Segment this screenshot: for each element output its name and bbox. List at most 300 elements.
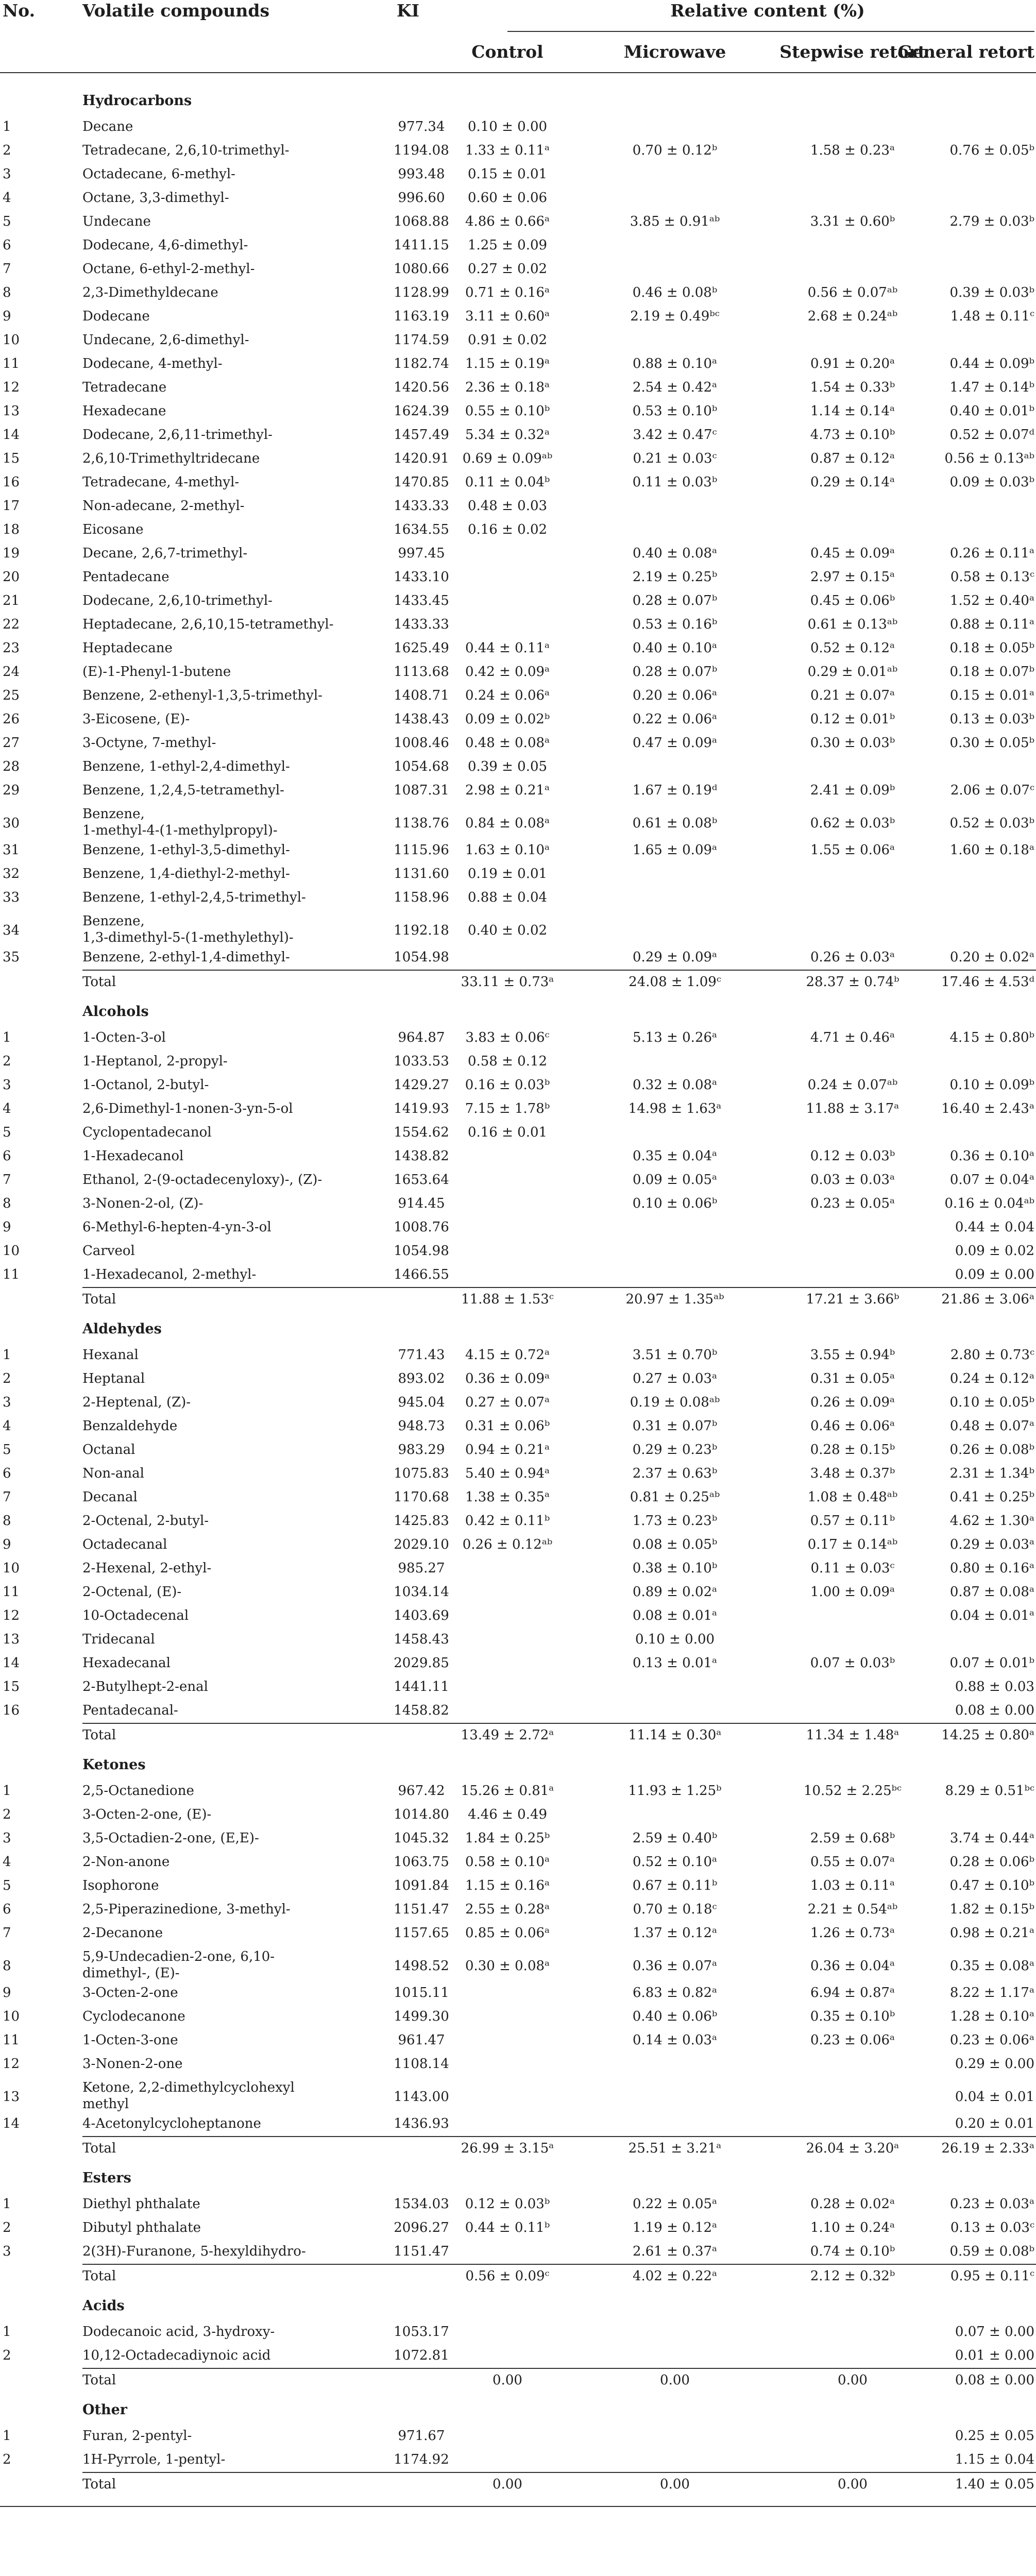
control-value: 0.26 ± 0.12ᵃᵇ bbox=[462, 1537, 553, 1552]
ki-value: 971.67 bbox=[398, 2428, 445, 2444]
stepwise-retort-value: 3.31 ± 0.60ᵇ bbox=[810, 214, 895, 229]
control-value: 0.24 ± 0.06ᵃ bbox=[465, 688, 550, 703]
stepwise-retort-value: 0.23 ± 0.06ᵃ bbox=[810, 2032, 895, 2048]
header-subrule bbox=[507, 31, 1034, 32]
row-no: 31 bbox=[3, 842, 20, 858]
row-no: 12 bbox=[3, 380, 20, 395]
ki-value: 983.29 bbox=[398, 1442, 445, 1458]
microwave-value: 0.00 bbox=[660, 2477, 690, 2492]
general-retort-value: 2.31 ± 1.34ᵇ bbox=[949, 1466, 1034, 1481]
compound-name: Cyclopentadecanol bbox=[82, 1125, 212, 1140]
compound-name: Benzaldehyde bbox=[82, 1418, 178, 1434]
row-no: 1 bbox=[3, 2428, 11, 2444]
ki-value: 1433.33 bbox=[394, 498, 449, 514]
row-no: 1 bbox=[3, 2324, 11, 2340]
microwave-value: 0.14 ± 0.03ᵃ bbox=[632, 2032, 718, 2048]
row-no: 22 bbox=[3, 617, 20, 632]
general-retort-value: 8.22 ± 1.17ᵃ bbox=[949, 1985, 1034, 2001]
row-no: 34 bbox=[3, 923, 20, 938]
microwave-value: 5.13 ± 0.26ᵃ bbox=[632, 1030, 718, 1045]
compound-name: Tetradecane, 2,6,10-trimethyl- bbox=[82, 143, 290, 158]
general-retort-value: 0.08 ± 0.00 bbox=[955, 2372, 1034, 2388]
stepwise-retort-value: 1.58 ± 0.23ᵃ bbox=[810, 143, 895, 158]
compound-name: 2,3-Dimethyldecane bbox=[82, 285, 218, 300]
general-retort-value: 0.07 ± 0.04ᵃ bbox=[949, 1172, 1034, 1188]
microwave-value: 1.67 ± 0.19ᵈ bbox=[632, 783, 718, 798]
general-retort-value: 0.39 ± 0.03ᵇ bbox=[949, 285, 1034, 300]
control-value: 33.11 ± 0.73ᵃ bbox=[461, 974, 554, 990]
microwave-value: 0.28 ± 0.07ᵇ bbox=[632, 593, 718, 608]
ki-value: 1008.46 bbox=[394, 735, 449, 751]
general-retort-value: 0.58 ± 0.13ᶜ bbox=[950, 569, 1034, 585]
stepwise-retort-value: 0.57 ± 0.11ᵇ bbox=[810, 1513, 895, 1529]
general-retort-value: 0.87 ± 0.08ᵃ bbox=[949, 1584, 1034, 1600]
compound-name: 2-Non-anone bbox=[82, 1854, 170, 1870]
control-value: 4.46 ± 0.49 bbox=[467, 1807, 548, 1822]
stepwise-retort-value: 1.00 ± 0.09ᵃ bbox=[810, 1584, 895, 1600]
control-value: 1.84 ± 0.25ᵇ bbox=[465, 1831, 550, 1846]
general-retort-value: 0.30 ± 0.05ᵇ bbox=[949, 735, 1034, 751]
ki-value: 1163.19 bbox=[394, 309, 449, 324]
general-retort-value: 0.44 ± 0.04 bbox=[955, 1219, 1034, 1235]
row-no: 2 bbox=[3, 1054, 11, 1069]
microwave-value: 0.08 ± 0.05ᵇ bbox=[632, 1537, 718, 1552]
compound-name: Benzene, 1-ethyl-2,4-dimethyl- bbox=[82, 759, 290, 774]
row-no: 32 bbox=[3, 866, 20, 882]
stepwise-retort-value: 1.03 ± 0.11ᵃ bbox=[810, 1878, 895, 1893]
compound-name: Benzene, 1-ethyl-2,4,5-trimethyl- bbox=[82, 890, 306, 905]
compound-name: 2-Heptenal, (Z)- bbox=[82, 1395, 191, 1410]
stepwise-retort-value: 2.21 ± 0.54ᵃᵇ bbox=[807, 1902, 898, 1917]
control-value: 0.94 ± 0.21ᵃ bbox=[465, 1442, 550, 1458]
ki-value: 1411.15 bbox=[394, 238, 449, 253]
row-no: 3 bbox=[3, 1831, 11, 1846]
row-no: 1 bbox=[3, 1347, 11, 1363]
compound-name: Octadecane, 6-methyl- bbox=[82, 166, 235, 182]
ki-value: 2096.27 bbox=[394, 2220, 449, 2235]
control-value: 0.36 ± 0.09ᵃ bbox=[465, 1371, 550, 1386]
compound-name: Octadecanal bbox=[82, 1537, 167, 1552]
microwave-value: 14.98 ± 1.63ᵃ bbox=[628, 1101, 722, 1116]
control-value: 0.27 ± 0.07ᵃ bbox=[465, 1395, 550, 1410]
general-retort-value: 0.09 ± 0.00 bbox=[955, 1267, 1034, 1282]
general-retort-value: 4.62 ± 1.30ᵃ bbox=[949, 1513, 1034, 1529]
general-retort-value: 0.20 ± 0.02ᵃ bbox=[949, 950, 1034, 965]
stepwise-retort-value: 4.73 ± 0.10ᵇ bbox=[810, 427, 895, 443]
compound-name: Tetradecane, 4-methyl- bbox=[82, 474, 240, 490]
compound-name: Heptadecane, 2,6,10,15-tetramethyl- bbox=[82, 617, 334, 632]
control-value: 0.19 ± 0.01 bbox=[467, 866, 548, 882]
general-retort-value: 0.15 ± 0.01ᵃ bbox=[949, 688, 1034, 703]
compound-name: Tetradecane bbox=[82, 380, 167, 395]
general-retort-value: 16.40 ± 2.43ᵃ bbox=[941, 1101, 1034, 1116]
compound-name: Dibutyl phthalate bbox=[82, 2220, 201, 2235]
ki-value: 1192.18 bbox=[394, 923, 449, 938]
row-no: 13 bbox=[3, 1632, 20, 1647]
compound-name: Dodecane, 2,6,11-trimethyl- bbox=[82, 427, 273, 443]
ki-value: 1458.82 bbox=[394, 1703, 449, 1718]
ki-value: 993.48 bbox=[398, 166, 445, 182]
microwave-value: 0.22 ± 0.06ᵃ bbox=[632, 711, 718, 727]
stepwise-retort-value: 1.26 ± 0.73ᵃ bbox=[810, 1925, 895, 1941]
compound-name: 2,5-Octanedione bbox=[82, 1783, 194, 1799]
microwave-value: 24.08 ± 1.09ᶜ bbox=[629, 974, 721, 990]
row-no: 25 bbox=[3, 688, 20, 703]
control-value: 0.44 ± 0.11ᵇ bbox=[465, 2220, 550, 2235]
microwave-value: 1.19 ± 0.12ᵃ bbox=[632, 2220, 718, 2235]
control-value: 0.84 ± 0.08ᵃ bbox=[465, 816, 550, 831]
col-header-general-retort: General retort bbox=[897, 42, 1034, 62]
compound-name: Furan, 2-pentyl- bbox=[82, 2428, 192, 2444]
row-no: 15 bbox=[3, 1679, 20, 1694]
microwave-value: 2.54 ± 0.42ᵃ bbox=[632, 380, 718, 395]
col-header-stepwise-retort: Stepwise retort bbox=[779, 42, 926, 62]
microwave-value: 0.10 ± 0.00 bbox=[635, 1632, 715, 1647]
compound-name: Heptanal bbox=[82, 1371, 145, 1386]
control-value: 4.86 ± 0.66ᵃ bbox=[465, 214, 550, 229]
stepwise-retort-value: 26.04 ± 3.20ᵃ bbox=[806, 2141, 899, 2156]
ki-value: 1158.96 bbox=[394, 890, 449, 905]
row-no: 19 bbox=[3, 546, 20, 561]
compound-name: 5,9-Undecadien-2-one, 6,10- bbox=[82, 1949, 275, 1964]
compound-name: 6-Methyl-6-hepten-4-yn-3-ol bbox=[82, 1219, 271, 1235]
compound-name: Pentadecane bbox=[82, 569, 169, 585]
ki-value: 771.43 bbox=[398, 1347, 445, 1363]
compound-name: Hexadecanal bbox=[82, 1655, 171, 1671]
row-no: 3 bbox=[3, 1395, 11, 1410]
total-rule bbox=[82, 2472, 1036, 2473]
compound-name: 1-Hexadecanol, 2-methyl- bbox=[82, 1267, 257, 1282]
compound-name: Octane, 3,3-dimethyl- bbox=[82, 190, 229, 206]
ki-value: 1157.65 bbox=[394, 1925, 449, 1941]
ki-value: 1470.85 bbox=[394, 474, 449, 490]
general-retort-value: 0.40 ± 0.01ᵇ bbox=[949, 403, 1034, 419]
general-retort-value: 1.40 ± 0.05 bbox=[955, 2477, 1034, 2492]
control-value: 0.42 ± 0.09ᵃ bbox=[465, 664, 550, 680]
general-retort-value: 0.59 ± 0.08ᵇ bbox=[949, 2244, 1034, 2259]
stepwise-retort-value: 0.00 bbox=[838, 2372, 868, 2388]
control-value: 1.15 ± 0.19ᵃ bbox=[465, 356, 550, 371]
stepwise-retort-value: 10.52 ± 2.25ᵇᶜ bbox=[803, 1783, 902, 1799]
compound-name: Octanal bbox=[82, 1442, 135, 1458]
ki-value: 1419.93 bbox=[394, 1101, 449, 1116]
compound-name: Isophorone bbox=[82, 1878, 159, 1893]
row-no: 2 bbox=[3, 1807, 11, 1822]
ki-value: 1170.68 bbox=[394, 1489, 449, 1505]
row-no: 4 bbox=[3, 1101, 11, 1116]
general-retort-value: 0.13 ± 0.03ᵇ bbox=[949, 711, 1034, 727]
row-no: 11 bbox=[3, 356, 20, 371]
general-retort-value: 0.24 ± 0.12ᵃ bbox=[949, 1371, 1034, 1386]
compound-name: Benzene, bbox=[82, 913, 145, 929]
control-value: 3.11 ± 0.60ᵃ bbox=[465, 309, 550, 324]
general-retort-value: 0.10 ± 0.09ᵇ bbox=[949, 1077, 1034, 1093]
general-retort-value: 0.28 ± 0.06ᵇ bbox=[949, 1854, 1034, 1870]
control-value: 0.60 ± 0.06 bbox=[467, 190, 548, 206]
row-no: 7 bbox=[3, 1925, 11, 1941]
stepwise-retort-value: 2.97 ± 0.15ᵃ bbox=[810, 569, 895, 585]
compound-name: Benzene, 2-ethyl-1,4-dimethyl- bbox=[82, 950, 290, 965]
general-retort-value: 0.48 ± 0.07ᵃ bbox=[949, 1418, 1034, 1434]
group-heading: Ketones bbox=[82, 1757, 146, 1773]
compound-name: 2,6-Dimethyl-1-nonen-3-yn-5-ol bbox=[82, 1101, 293, 1116]
stepwise-retort-value: 0.87 ± 0.12ᵃ bbox=[810, 451, 895, 466]
general-retort-value: 1.15 ± 0.04 bbox=[955, 2452, 1034, 2467]
stepwise-retort-value: 0.35 ± 0.10ᵇ bbox=[810, 2009, 895, 2024]
row-no: 2 bbox=[3, 1371, 11, 1386]
control-value: 0.30 ± 0.08ᵃ bbox=[465, 1958, 550, 1974]
row-no: 7 bbox=[3, 261, 11, 277]
general-retort-value: 3.74 ± 0.44ᵃ bbox=[949, 1831, 1034, 1846]
control-value: 0.42 ± 0.11ᵇ bbox=[465, 1513, 550, 1529]
general-retort-value: 0.23 ± 0.06ᵃ bbox=[949, 2032, 1034, 2048]
control-value: 2.55 ± 0.28ᵃ bbox=[465, 1902, 550, 1917]
ki-value: 1080.66 bbox=[394, 261, 449, 277]
control-value: 0.58 ± 0.10ᵃ bbox=[465, 1854, 550, 1870]
microwave-value: 0.52 ± 0.10ᵃ bbox=[632, 1854, 718, 1870]
row-no: 28 bbox=[3, 759, 20, 774]
compound-name: 2-Decanone bbox=[82, 1925, 163, 1941]
microwave-value: 0.38 ± 0.10ᵇ bbox=[632, 1561, 718, 1576]
ki-value: 1174.59 bbox=[394, 332, 449, 348]
microwave-value: 4.02 ± 0.22ᵃ bbox=[632, 2268, 718, 2284]
row-no: 8 bbox=[3, 285, 11, 300]
row-no: 17 bbox=[3, 498, 20, 514]
col-header-microwave: Microwave bbox=[623, 42, 726, 62]
compound-name: Carveol bbox=[82, 1243, 135, 1259]
row-no: 1 bbox=[3, 2196, 11, 2212]
stepwise-retort-value: 0.17 ± 0.14ᵃᵇ bbox=[807, 1537, 898, 1552]
control-value: 1.15 ± 0.16ᵃ bbox=[465, 1878, 550, 1893]
general-retort-value: 0.04 ± 0.01 bbox=[955, 2089, 1034, 2105]
compound-name: 1H-Pyrrole, 1-pentyl- bbox=[82, 2452, 226, 2467]
control-value: 0.00 bbox=[492, 2477, 522, 2492]
ki-value: 1138.76 bbox=[394, 816, 449, 831]
ki-value: 1438.43 bbox=[394, 711, 449, 727]
compound-name: 1-Octen-3-ol bbox=[82, 1030, 166, 1045]
group-heading: Acids bbox=[82, 2298, 125, 2314]
general-retort-value: 0.36 ± 0.10ᵃ bbox=[949, 1148, 1034, 1164]
stepwise-retort-value: 0.36 ± 0.04ᵃ bbox=[810, 1958, 895, 1974]
general-retort-value: 0.07 ± 0.01ᵇ bbox=[949, 1655, 1034, 1671]
stepwise-retort-value: 0.55 ± 0.07ᵃ bbox=[810, 1854, 895, 1870]
compound-name: 1-methyl-4-(1-methylpropyl)- bbox=[82, 823, 278, 838]
stepwise-retort-value: 2.68 ± 0.24ᵃᵇ bbox=[807, 309, 898, 324]
microwave-value: 0.22 ± 0.05ᵃ bbox=[632, 2196, 718, 2212]
row-no: 6 bbox=[3, 1148, 11, 1164]
control-value: 0.56 ± 0.09ᶜ bbox=[465, 2268, 550, 2284]
compound-name: 2,6,10-Trimethyltridecane bbox=[82, 451, 260, 466]
ki-value: 1425.83 bbox=[394, 1513, 449, 1529]
microwave-value: 1.37 ± 0.12ᵃ bbox=[632, 1925, 718, 1941]
control-value: 4.15 ± 0.72ᵃ bbox=[465, 1347, 550, 1363]
general-retort-value: 2.06 ± 0.07ᶜ bbox=[950, 783, 1034, 798]
compound-name: 2(3H)-Furanone, 5-hexyldihydro- bbox=[82, 2244, 306, 2259]
microwave-value: 0.29 ± 0.23ᵇ bbox=[632, 1442, 718, 1458]
row-no: 9 bbox=[3, 309, 11, 324]
control-value: 1.33 ± 0.11ᵃ bbox=[465, 143, 550, 158]
ki-value: 1128.99 bbox=[394, 285, 449, 300]
ki-value: 1653.64 bbox=[394, 1172, 449, 1188]
row-no: 20 bbox=[3, 569, 20, 585]
row-no: 24 bbox=[3, 664, 20, 680]
group-heading: Hydrocarbons bbox=[82, 93, 192, 109]
general-retort-value: 0.98 ± 0.21ᵃ bbox=[949, 1925, 1034, 1941]
row-no: 23 bbox=[3, 640, 20, 656]
col-header-ki: KI bbox=[397, 1, 420, 21]
stepwise-retort-value: 2.12 ± 0.32ᵇ bbox=[810, 2268, 895, 2284]
ki-value: 1108.14 bbox=[394, 2056, 449, 2072]
row-no: 4 bbox=[3, 190, 11, 206]
compound-name: Non-anal bbox=[82, 1466, 144, 1481]
control-value: 0.55 ± 0.10ᵇ bbox=[465, 403, 550, 419]
stepwise-retort-value: 3.55 ± 0.94ᵇ bbox=[810, 1347, 895, 1363]
row-no: 27 bbox=[3, 735, 20, 751]
stepwise-retort-value: 0.30 ± 0.03ᵇ bbox=[810, 735, 895, 751]
general-retort-value: 1.52 ± 0.40ᵃ bbox=[949, 593, 1034, 608]
compound-name: 10-Octadecenal bbox=[82, 1608, 189, 1623]
row-no: 14 bbox=[3, 1655, 20, 1671]
total-label: Total bbox=[82, 2268, 116, 2284]
row-no: 13 bbox=[3, 2089, 20, 2105]
ki-value: 1420.56 bbox=[394, 380, 449, 395]
control-value: 0.10 ± 0.00 bbox=[467, 119, 548, 134]
compound-name: 3-Eicosene, (E)- bbox=[82, 711, 190, 727]
control-value: 7.15 ± 1.78ᵇ bbox=[465, 1101, 550, 1116]
general-retort-value: 0.52 ± 0.07ᵈ bbox=[949, 427, 1034, 443]
ki-value: 1634.55 bbox=[394, 522, 449, 537]
control-value: 1.38 ± 0.35ᵃ bbox=[465, 1489, 550, 1505]
ki-value: 1034.14 bbox=[394, 1584, 449, 1600]
ki-value: 948.73 bbox=[398, 1418, 445, 1434]
control-value: 0.09 ± 0.02ᵇ bbox=[465, 711, 550, 727]
general-retort-value: 0.26 ± 0.08ᵇ bbox=[949, 1442, 1034, 1458]
total-label: Total bbox=[82, 1727, 116, 1743]
general-retort-value: 0.10 ± 0.05ᵇ bbox=[949, 1395, 1034, 1410]
control-value: 0.00 bbox=[492, 2372, 522, 2388]
stepwise-retort-value: 1.55 ± 0.06ᵃ bbox=[810, 842, 895, 858]
control-value: 1.25 ± 0.09 bbox=[467, 238, 548, 253]
compound-name: 3-Nonen-2-one bbox=[82, 2056, 183, 2072]
row-no: 1 bbox=[3, 119, 11, 134]
ki-value: 1466.55 bbox=[394, 1267, 449, 1282]
microwave-value: 0.47 ± 0.09ᵃ bbox=[632, 735, 718, 751]
compound-name: 4-Acetonylcycloheptanone bbox=[82, 2116, 261, 2131]
microwave-value: 0.36 ± 0.07ᵃ bbox=[632, 1958, 718, 1974]
microwave-value: 0.31 ± 0.07ᵇ bbox=[632, 1418, 718, 1434]
microwave-value: 0.00 bbox=[660, 2372, 690, 2388]
row-no: 3 bbox=[3, 166, 11, 182]
stepwise-retort-value: 0.26 ± 0.03ᵃ bbox=[810, 950, 895, 965]
row-no: 12 bbox=[3, 2056, 20, 2072]
microwave-value: 11.14 ± 0.30ᵃ bbox=[628, 1727, 722, 1743]
compound-name: Benzene, bbox=[82, 806, 145, 822]
stepwise-retort-value: 11.34 ± 1.48ᵃ bbox=[806, 1727, 899, 1743]
total-label: Total bbox=[82, 2372, 116, 2388]
general-retort-value: 1.82 ± 0.15ᵇ bbox=[949, 1902, 1034, 1917]
ki-value: 1015.11 bbox=[394, 1985, 449, 2001]
row-no: 6 bbox=[3, 1466, 11, 1481]
general-retort-value: 0.13 ± 0.03ᶜ bbox=[950, 2220, 1034, 2235]
col-header-control: Control bbox=[471, 42, 544, 62]
control-value: 0.88 ± 0.04 bbox=[467, 890, 548, 905]
ki-value: 1194.08 bbox=[394, 143, 449, 158]
compound-name: 1-Hexadecanol bbox=[82, 1148, 184, 1164]
stepwise-retort-value: 0.52 ± 0.12ᵃ bbox=[810, 640, 895, 656]
stepwise-retort-value: 3.48 ± 0.37ᵇ bbox=[810, 1466, 895, 1481]
ki-value: 1054.98 bbox=[394, 950, 449, 965]
microwave-value: 0.53 ± 0.10ᵇ bbox=[632, 403, 718, 419]
general-retort-value: 0.26 ± 0.11ᵃ bbox=[949, 546, 1034, 561]
general-retort-value: 8.29 ± 0.51ᵇᶜ bbox=[945, 1783, 1034, 1799]
general-retort-value: 0.23 ± 0.03ᵃ bbox=[949, 2196, 1034, 2212]
row-no: 13 bbox=[3, 403, 20, 419]
general-retort-value: 2.80 ± 0.73ᶜ bbox=[950, 1347, 1034, 1363]
control-value: 11.88 ± 1.53ᶜ bbox=[461, 1292, 554, 1307]
ki-value: 1151.47 bbox=[394, 1902, 449, 1917]
ki-value: 1554.62 bbox=[394, 1125, 449, 1140]
ki-value: 1008.76 bbox=[394, 1219, 449, 1235]
ki-value: 1091.84 bbox=[394, 1878, 449, 1893]
microwave-value: 6.83 ± 0.82ᵃ bbox=[632, 1985, 718, 2001]
compound-name: Undecane, 2,6-dimethyl- bbox=[82, 332, 249, 348]
general-retort-value: 0.47 ± 0.10ᵇ bbox=[949, 1878, 1034, 1893]
row-no: 30 bbox=[3, 816, 20, 831]
row-no: 14 bbox=[3, 2116, 20, 2131]
compound-name: Cyclodecanone bbox=[82, 2009, 185, 2024]
stepwise-retort-value: 0.23 ± 0.05ᵃ bbox=[810, 1196, 895, 1211]
ki-value: 1457.49 bbox=[394, 427, 449, 443]
ki-value: 1151.47 bbox=[394, 2244, 449, 2259]
row-no: 6 bbox=[3, 1902, 11, 1917]
compound-name: 1,3-dimethyl-5-(1-methylethyl)- bbox=[82, 930, 294, 945]
stepwise-retort-value: 11.88 ± 3.17ᵃ bbox=[806, 1101, 899, 1116]
stepwise-retort-value: 1.54 ± 0.33ᵇ bbox=[810, 380, 895, 395]
compound-name: Decane bbox=[82, 119, 133, 134]
row-no: 1 bbox=[3, 1783, 11, 1799]
row-no: 5 bbox=[3, 1442, 11, 1458]
ki-value: 1429.27 bbox=[394, 1077, 449, 1093]
stepwise-retort-value: 0.28 ± 0.15ᵇ bbox=[810, 1442, 895, 1458]
ki-value: 2029.10 bbox=[394, 1537, 449, 1552]
ki-value: 1174.92 bbox=[394, 2452, 449, 2467]
general-retort-value: 26.19 ± 2.33ᵃ bbox=[941, 2141, 1034, 2156]
compound-name: Diethyl phthalate bbox=[82, 2196, 200, 2212]
general-retort-value: 4.15 ± 0.80ᵇ bbox=[949, 1030, 1034, 1045]
control-value: 1.63 ± 0.10ᵃ bbox=[465, 842, 550, 858]
ki-value: 1433.10 bbox=[394, 569, 449, 585]
microwave-value: 0.46 ± 0.08ᵇ bbox=[632, 285, 718, 300]
ki-value: 1045.32 bbox=[394, 1831, 449, 1846]
microwave-value: 0.20 ± 0.06ᵃ bbox=[632, 688, 718, 703]
general-retort-value: 0.29 ± 0.03ᵃ bbox=[949, 1537, 1034, 1552]
general-retort-value: 0.25 ± 0.05 bbox=[955, 2428, 1034, 2444]
control-value: 0.40 ± 0.02 bbox=[467, 923, 548, 938]
ki-value: 977.34 bbox=[398, 119, 445, 134]
microwave-value: 0.40 ± 0.08ᵃ bbox=[632, 546, 718, 561]
row-no: 2 bbox=[3, 2348, 11, 2363]
ki-value: 1014.80 bbox=[394, 1807, 449, 1822]
compound-name: 3-Octyne, 7-methyl- bbox=[82, 735, 216, 751]
microwave-value: 0.32 ± 0.08ᵃ bbox=[632, 1077, 718, 1093]
microwave-value: 3.85 ± 0.91ᵃᵇ bbox=[630, 214, 720, 229]
row-no: 9 bbox=[3, 1985, 11, 2001]
microwave-value: 0.35 ± 0.04ᵃ bbox=[632, 1148, 718, 1164]
compound-name: 3-Nonen-2-ol, (Z)- bbox=[82, 1196, 203, 1211]
stepwise-retort-value: 0.29 ± 0.14ᵃ bbox=[810, 474, 895, 490]
row-no: 12 bbox=[3, 1608, 20, 1623]
row-no: 5 bbox=[3, 1125, 11, 1140]
